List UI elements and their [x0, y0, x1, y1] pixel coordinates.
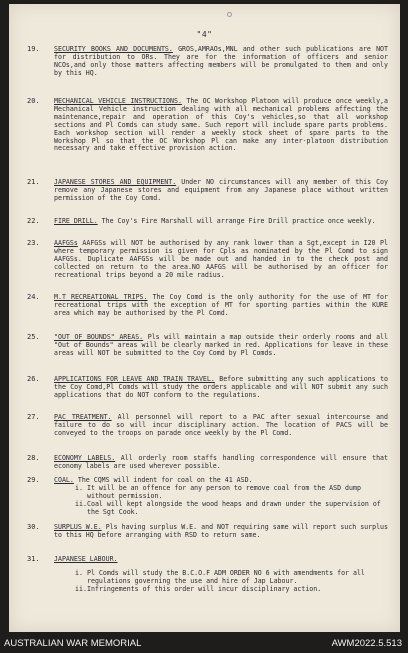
- document-page: [9, 4, 400, 632]
- item-number: 31.: [27, 555, 40, 563]
- item-number: 27.: [27, 413, 40, 421]
- item-title: JAPANESE STORES AND EQUIPMENT.: [54, 178, 177, 186]
- item-number: 29.: [27, 476, 40, 484]
- item-body: Pls will maintain a map outside their orderly rooms and all "Out of Bounds" areas will be clearly marked in red. Applications for leave in these areas will NOT be submitted to the Coy Comd by Pl Comds.: [54, 333, 388, 357]
- item-body: The OC Workshop Platoon will produce once weekly,a Mechanical Vehicle instruction dealing with all mechanical problems affecting the maintenance,repair and operation of this Coy's vehicles,so that all workshop sections and Pl Comds can study same. Such report will include spare parts problems. Each workshop section will render a weekly stock sheet of spare parts to the Workshop Pl so that the OC Workshop Pl can make any inter-platoon distribution necessary and take effective provision action.: [54, 97, 388, 153]
- item-title: ECONOMY LABELS.: [54, 454, 116, 462]
- item-number: 24.: [27, 293, 40, 301]
- footer-bar: [0, 632, 408, 653]
- item-text: [54, 240, 388, 280]
- item-text: [54, 334, 388, 358]
- order-item: [27, 477, 388, 517]
- sub-item-number: ii.: [75, 499, 87, 508]
- sub-item: [75, 584, 388, 594]
- item-number: 23.: [27, 239, 40, 247]
- item-number: 25.: [27, 333, 40, 341]
- item-title: COAL.: [54, 476, 74, 484]
- footer-credit: AUSTRALIAN WAR MEMORIAL: [4, 638, 142, 649]
- item-body: Before submitting any such applications to the Coy Comd,Pl Comds will study the orders applicable and will NOT submit any such applications that do NOT conform to the regulations.: [54, 375, 389, 399]
- item-title: AAFGSs: [54, 239, 78, 247]
- order-item: [27, 376, 388, 400]
- order-item: [27, 46, 388, 78]
- item-text: [54, 455, 388, 471]
- order-item: [27, 455, 388, 471]
- page-number: "4": [196, 30, 213, 39]
- ink-mark: [227, 12, 232, 17]
- item-number: 21.: [27, 178, 40, 186]
- item-number: 26.: [27, 375, 40, 383]
- order-item: [27, 556, 388, 594]
- item-body: All personnel will report to a PAC after sexual intercourse and failure to do so will incur disciplinary action. The location of PACS will be conveyed to the troops on parade once weekly by the Pl Comd.: [54, 413, 388, 437]
- sub-item: [75, 568, 388, 586]
- sub-item: [75, 483, 388, 501]
- order-item: [27, 334, 388, 358]
- item-text: [54, 524, 388, 540]
- item-title: M.T RECREATIONAL TRIPS.: [54, 293, 148, 301]
- item-number: 20.: [27, 97, 40, 105]
- item-title: APPLICATIONS FOR LEAVE AND TRAIN TRAVEL.: [54, 375, 215, 383]
- item-title: PAC TREATMENT.: [54, 413, 112, 421]
- item-body: The Coy's Fire Marshall will arrange Fire Drill practice once weekly.: [101, 217, 376, 225]
- item-body: Under NO circumstances will any member of this Coy remove any Japanese stores and equipment from any Japanese place without written permission of the Coy Comd.: [54, 178, 388, 202]
- sub-item-text: It will be an offence for any person to remove coal from the ASD dump without permission.: [87, 483, 361, 500]
- item-text: [54, 218, 388, 226]
- sub-item-text: Coal will kept alongside the wood heaps and drawn under the supervision of the Sgt Cook.: [87, 499, 381, 516]
- sub-item-text: Infringements of this order will incur disciplinary action.: [87, 584, 322, 593]
- item-number: 22.: [27, 217, 40, 225]
- item-number: 28.: [27, 454, 40, 462]
- order-item: [27, 294, 388, 318]
- sub-item-number: i.: [75, 483, 83, 492]
- order-item: [27, 240, 388, 280]
- item-title: "OUT OF BOUNDS" AREAS.: [54, 333, 144, 341]
- order-item: [27, 179, 388, 203]
- sub-item-number: ii.: [75, 584, 87, 593]
- item-title: SECURITY BOOKS AND DOCUMENTS.: [54, 45, 173, 53]
- item-text: [54, 98, 388, 153]
- item-body: The CQMS will indent for coal on the 41 ASD.: [77, 476, 253, 484]
- item-body: AAFGSs will NOT be authorised by any rank lower than a Sgt,except in I20 Pl where temporary permission is given for Cpls as nominated by the Pl Comd to sign AAFGSs. Duplicate AAFGSs will be made out and handed in to the check post and collected on return to the area.NO AAFGS will be authorised by an officer for recreational trips beyond a 20 mile radius.: [54, 239, 388, 279]
- item-text: [54, 556, 388, 564]
- order-item: [27, 414, 388, 438]
- item-title: MECHANICAL VEHICLE INSTRUCTIONS.: [54, 97, 182, 105]
- order-item: [27, 98, 388, 153]
- item-body: Pls having surplus W.E. and NOT requiring same will report such surplus to this HQ before arranging with RSD to return same.: [54, 523, 388, 539]
- item-title: JAPANESE LABOUR.: [54, 555, 118, 563]
- item-number: 30.: [27, 523, 40, 531]
- item-title: FIRE DRILL.: [54, 217, 98, 225]
- sub-item-text: Pl Comds will study the B.C.O.F ADM ORDER NO 6 with amendments for all regulations governing the use and hire of Jap Labour.: [87, 568, 365, 585]
- item-text: [54, 294, 388, 318]
- item-text: [54, 46, 388, 78]
- item-text: [54, 179, 388, 203]
- sub-item: [75, 499, 388, 517]
- order-item: [27, 524, 388, 540]
- item-text: [54, 414, 388, 438]
- item-body: GROS,AMRAOs,MNL and other such publications are NOT for distribution to ORs. They are for the information of officers and senior NCOs,and only those matters affecting members will be promulgated to them and only by this HQ.: [54, 45, 388, 77]
- sub-item-number: i.: [75, 568, 83, 577]
- item-title: SURPLUS W.E.: [54, 523, 102, 531]
- order-item: [27, 218, 388, 226]
- item-number: 19.: [27, 45, 40, 53]
- item-text: [54, 376, 388, 400]
- footer-accession: AWM2022.5.513: [331, 638, 402, 649]
- item-body: All orderly room staffs handling correspondence will ensure that economy labels are used wherever possible.: [54, 454, 388, 470]
- item-body: The Coy Comd is the only authority for the use of MT for recreational trips with the exception of MT for sporting parties within the KURE area which may be authorised by the Pl Comd.: [54, 293, 388, 317]
